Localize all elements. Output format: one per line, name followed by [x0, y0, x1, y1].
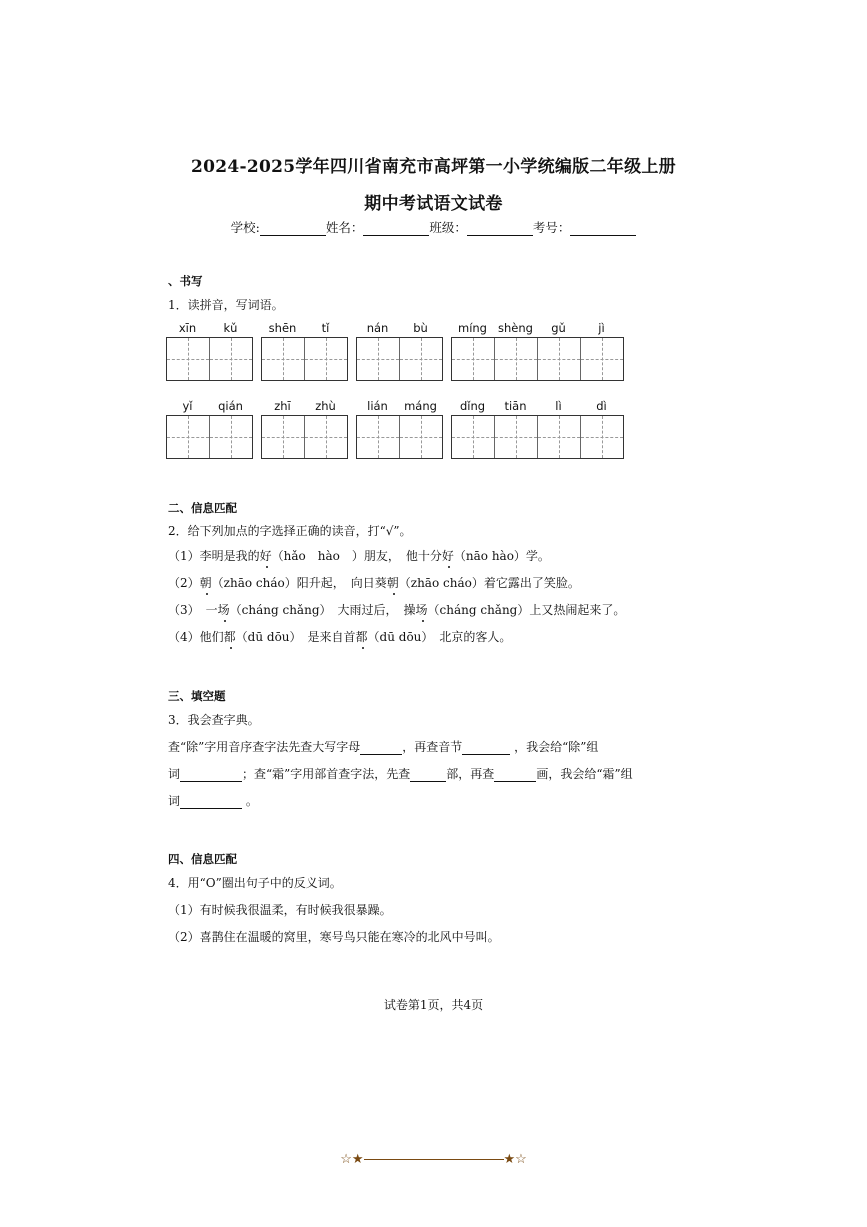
writing-cell[interactable]: [210, 416, 252, 458]
q3-text: ，再查音节: [402, 740, 463, 754]
answer-blank[interactable]: [462, 741, 510, 755]
student-info-line: [0, 218, 867, 236]
name-label: 姓名：: [325, 220, 364, 235]
dotted-char: 场: [217, 603, 230, 617]
section4-heading: 四、信息匹配: [168, 852, 237, 866]
pinyin-label: kǔ: [223, 321, 238, 335]
word-group: [261, 399, 348, 459]
q2-item3-pre: （3） 一: [168, 603, 218, 617]
writing-cell[interactable]: [495, 416, 538, 458]
writing-cell[interactable]: [262, 338, 305, 380]
pinyin-grid-row2: [166, 399, 624, 459]
school-label: 学校:: [230, 220, 260, 235]
writing-cell[interactable]: [167, 338, 210, 380]
tian-grid-box: [356, 337, 443, 381]
writing-cell[interactable]: [538, 416, 581, 458]
section3-heading: 三、填空题: [168, 689, 226, 703]
dotted-char: 都: [355, 630, 368, 644]
q3-text: 部，再查: [446, 767, 495, 781]
writing-cell[interactable]: [167, 416, 210, 458]
answer-blank[interactable]: [360, 741, 402, 755]
pinyin-label: shēn: [268, 321, 297, 335]
pinyin-label: yǐ: [182, 399, 193, 413]
word-group: [166, 399, 253, 459]
pinyin-label: qián: [218, 399, 243, 413]
name-blank: [363, 221, 429, 236]
q2-item1-pre: （1）李明是我的: [168, 549, 260, 563]
q3-text: 词: [168, 794, 181, 808]
q2-item1-options2: （nāo hào）学。: [453, 549, 550, 563]
q2-prompt: 2．给下列加点的字选择正确的读音，打“√”。: [168, 524, 412, 538]
pinyin-label: nán: [366, 321, 389, 335]
word-group: [451, 399, 624, 459]
pinyin-label: zhī: [274, 399, 291, 413]
word-group: [356, 399, 443, 459]
writing-cell[interactable]: [262, 416, 305, 458]
pinyin-label: lì: [555, 399, 562, 413]
pinyin-row: [451, 399, 624, 415]
writing-cell[interactable]: [357, 338, 400, 380]
writing-cell[interactable]: [357, 416, 400, 458]
q2-item2: [168, 574, 580, 591]
pinyin-row: [166, 399, 253, 415]
dotted-char: 都: [223, 630, 236, 644]
q3-line1: [168, 738, 598, 755]
q2-item1-options1: （hǎo hào ）朋友， 他十分: [271, 549, 442, 563]
exam-title-line2: 期中考试语文试卷: [364, 194, 503, 214]
q1-prompt: 1．读拼音，写词语。: [168, 298, 284, 312]
q3-text: ；查“霜”字用部首查字法，先查: [242, 767, 411, 781]
pinyin-row: [356, 399, 443, 415]
answer-blank[interactable]: [410, 768, 446, 782]
pinyin-label: lián: [367, 399, 388, 413]
pinyin-label: dǐng: [459, 399, 486, 413]
q2-item3: [168, 601, 625, 618]
writing-cell[interactable]: [538, 338, 581, 380]
pinyin-label: zhù: [315, 399, 336, 413]
tian-grid-box: [166, 337, 253, 381]
q4-prompt: 4．用“O”圈出句子中的反义词。: [168, 876, 342, 890]
q2-item2-options1: （zhāo cháo）阳升起， 向日葵: [211, 576, 387, 590]
q2-item4-pre: （4）他们: [168, 630, 224, 644]
pinyin-row: [166, 321, 253, 337]
pinyin-label: jì: [598, 321, 605, 335]
q2-item3-options2: （cháng chǎng）上又热闹起来了。: [427, 603, 626, 617]
section2-heading: 二、信息匹配: [168, 501, 237, 515]
pinyin-label: gǔ: [551, 321, 566, 335]
word-group: [166, 321, 253, 381]
class-label: 班级：: [429, 220, 467, 235]
writing-cell[interactable]: [581, 416, 623, 458]
pinyin-row: [451, 321, 624, 337]
q2-item4-options1: （dū dōu） 是来自首: [235, 630, 356, 644]
pinyin-row: [261, 321, 348, 337]
dotted-char: 场: [415, 603, 428, 617]
q3-text: ，我会给“除”组: [514, 740, 599, 754]
pinyin-label: dì: [596, 399, 607, 413]
id-label: 考号：: [532, 220, 571, 235]
pinyin-label: xīn: [178, 321, 197, 335]
tian-grid-box: [451, 337, 624, 381]
dotted-char: 朝: [386, 576, 399, 590]
word-group: [261, 321, 348, 381]
q2-item3-options1: （cháng chǎng） 大雨过后， 操: [229, 603, 416, 617]
divider-line: [364, 1159, 504, 1160]
q2-item4: [168, 628, 511, 645]
tian-grid-box: [261, 415, 348, 459]
tian-grid-box: [261, 337, 348, 381]
writing-cell[interactable]: [305, 338, 347, 380]
q4-item1: （1）有时候我很温柔，有时候我很暴躁。: [168, 903, 392, 917]
pinyin-label: míng: [458, 321, 487, 335]
tian-grid-box: [451, 415, 624, 459]
tian-grid-box: [166, 415, 253, 459]
answer-blank[interactable]: [180, 768, 242, 782]
q3-text: 。: [245, 794, 258, 808]
writing-cell[interactable]: [400, 338, 442, 380]
pinyin-label: tiān: [504, 399, 527, 413]
dotted-char: 好: [259, 549, 272, 563]
q3-text: 查“除”字用音序查字法先查大写字母: [168, 740, 361, 754]
answer-blank[interactable]: [494, 768, 536, 782]
q2-item2-pre: （2）: [168, 576, 200, 590]
answer-blank[interactable]: [180, 795, 242, 809]
q2-item1: [168, 547, 550, 564]
dotted-char: 朝: [199, 576, 212, 590]
writing-cell[interactable]: [495, 338, 538, 380]
writing-cell[interactable]: [210, 338, 252, 380]
q3-prompt: 3．我会查字典。: [168, 713, 260, 727]
pinyin-grid-row1: [166, 321, 624, 381]
class-blank: [467, 221, 533, 236]
q3-text: 词: [168, 767, 181, 781]
pinyin-row: [356, 321, 443, 337]
star-icon: ☆★: [340, 1152, 364, 1167]
pinyin-label: bù: [413, 321, 428, 335]
q2-item2-options2: （zhāo cháo）着它露出了笑脸。: [398, 576, 580, 590]
q4-item2: （2）喜鹊住在温暖的窝里，寒号鸟只能在寒冷的北风中号叫。: [168, 930, 500, 944]
q3-line3: [168, 792, 258, 809]
q2-item4-options2: （dū dōu） 北京的客人。: [367, 630, 512, 644]
footer-decoration: [0, 1152, 867, 1167]
pinyin-row: [261, 399, 348, 415]
writing-cell[interactable]: [452, 416, 495, 458]
pinyin-label: máng: [404, 399, 437, 413]
writing-cell[interactable]: [452, 338, 495, 380]
writing-cell[interactable]: [305, 416, 347, 458]
word-group: [451, 321, 624, 381]
section1-heading: 、书写: [168, 274, 203, 288]
exam-title-line1: 2024-2025学年四川省南充市高坪第一小学统编版二年级上册: [191, 157, 676, 177]
school-blank: [260, 221, 326, 236]
dotted-char: 好: [441, 549, 454, 563]
tian-grid-box: [356, 415, 443, 459]
writing-cell[interactable]: [400, 416, 442, 458]
page-footer: 试卷第1页，共4页: [383, 998, 484, 1012]
pinyin-label: shèng: [498, 321, 533, 335]
star-icon: ★☆: [503, 1152, 527, 1167]
q3-text: 画，我会给“霜”组: [536, 767, 633, 781]
pinyin-label: tǐ: [321, 321, 330, 335]
q3-line2: [168, 765, 633, 782]
writing-cell[interactable]: [581, 338, 623, 380]
word-group: [356, 321, 443, 381]
id-blank: [570, 221, 636, 236]
